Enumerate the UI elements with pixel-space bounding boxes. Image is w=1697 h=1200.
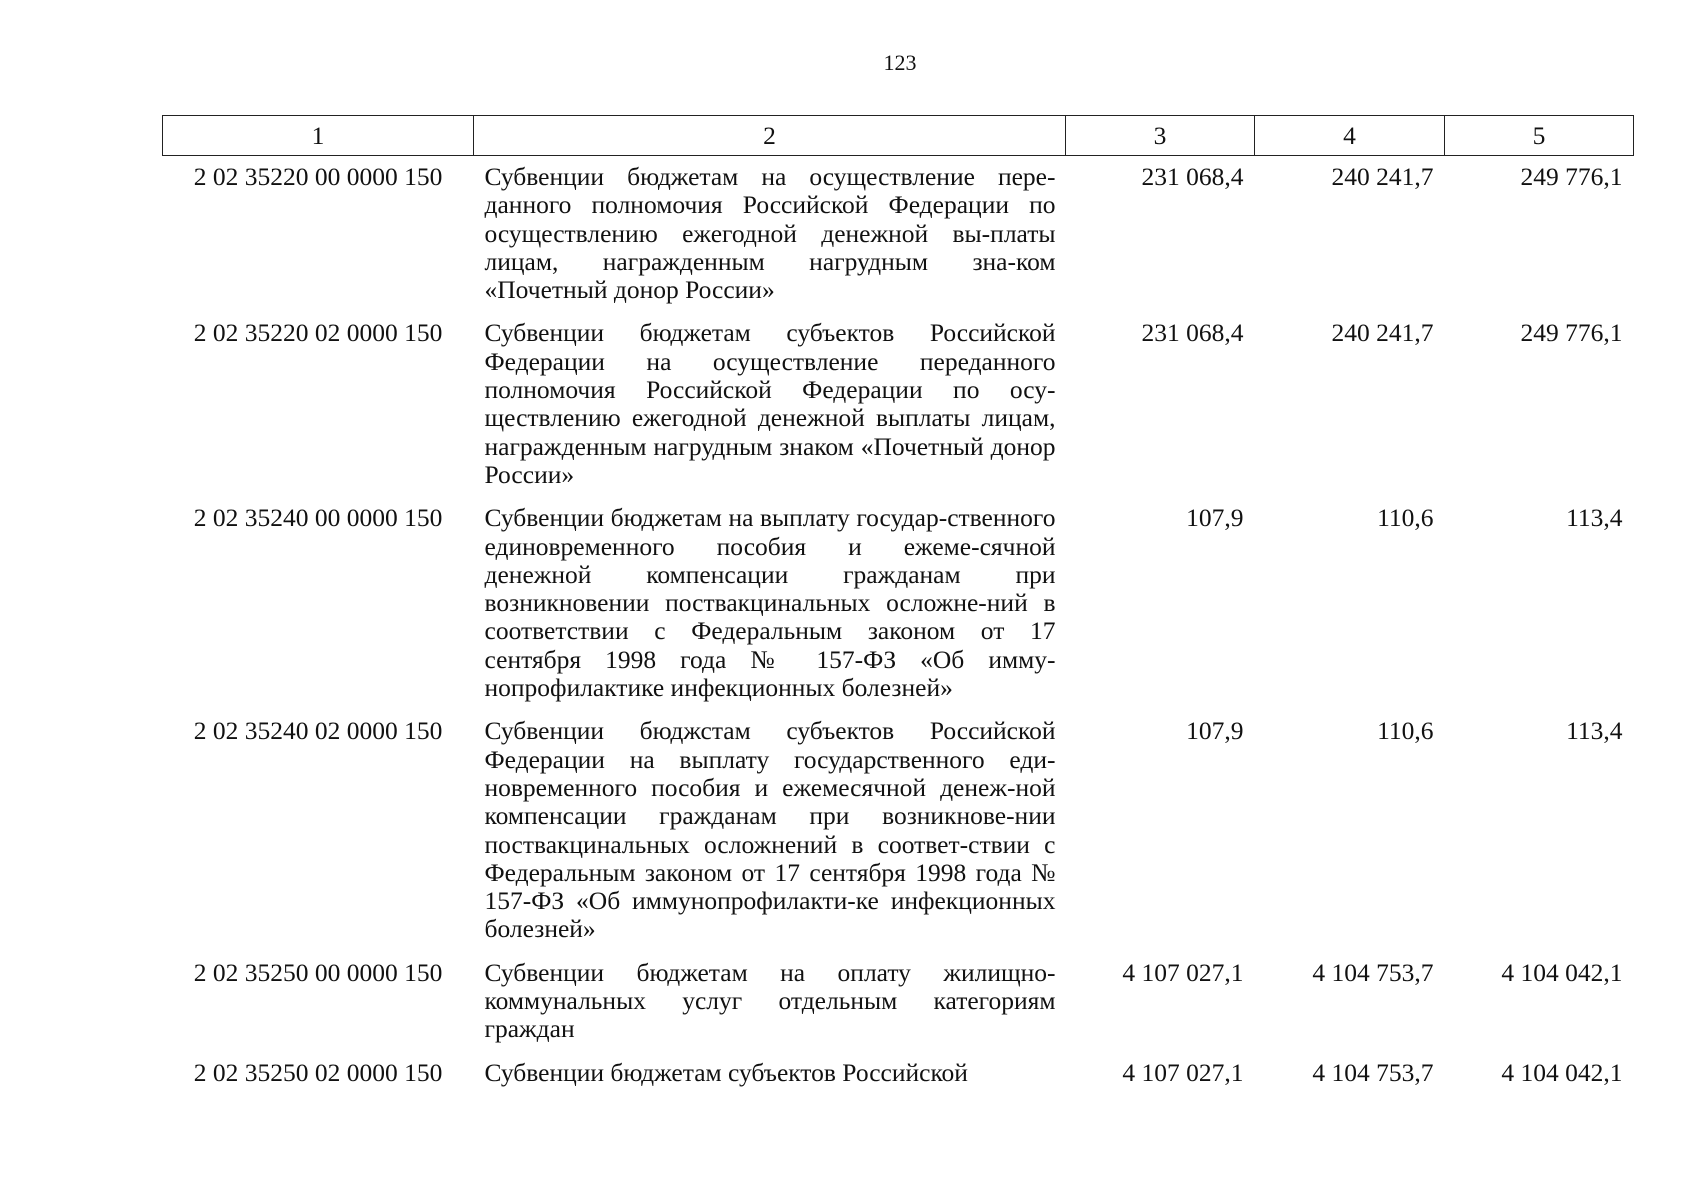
header-col-1: 1 [163,116,474,156]
page-number: 123 [883,50,917,75]
value-col-4: 240 241,7 [1331,162,1434,191]
value-col-5: 113,4 [1566,716,1623,746]
value-col-3: 4 107 027,1 [1122,957,1244,987]
header-col-3: 3 [1066,116,1255,156]
budget-code: 2 02 35250 00 0000 150 [193,957,443,987]
table-row [163,952,1634,1052]
budget-code: 2 02 35220 02 0000 150 [193,318,443,348]
value-col-4: 240 241,7 [1331,318,1434,348]
description: Субвенции бюджетам на осуществление пере-данного полномочия Российской Федерации по осуществлению ежегодной денежной вы-платы лицам, награжденным нагрудным зна-ком «Почетный донор России» [484,162,1056,305]
value-col-5: 249 776,1 [1520,318,1623,348]
description: Субвенции бюджетам субъектов Российской [484,1057,968,1087]
header-col-4: 4 [1255,116,1445,156]
header-row [163,116,1634,156]
table-row [163,710,1634,951]
value-col-3: 4 107 027,1 [1122,1057,1244,1087]
description: Субвенции бюджетам на оплату жилищно-коммунальных услуг отдельным категориям граждан [484,957,1056,1044]
value-col-5: 4 104 042,1 [1501,957,1623,987]
budget-code: 2 02 35220 00 0000 150 [193,162,443,191]
value-col-3: 231 068,4 [1141,318,1244,348]
value-col-3: 107,9 [1186,503,1244,533]
budget-code: 2 02 35250 02 0000 150 [193,1057,443,1087]
value-col-5: 4 104 042,1 [1501,1057,1623,1087]
description: Субвенции бюджстам субъектов Российской Федерации на выплату государственного еди-новременного пособия и ежемесячной денеж-ной компенсации гражданам при возникнове-нии поствакцинальных осложнений в соответ-ствии с Федеральным законом от 17 сентября 1998 года № 157-ФЗ «Об иммунопрофилакти-ке инфекционных болезней» [484,716,1056,944]
table-body [163,156,1634,1095]
description: Субвенции бюджетам на выплату государ-ственного единовременного пособия и ежеме-сячной денежной компенсации гражданам при возникновении поствакцинальных осложне-ний в соответствии с Федеральным законом от 17 сентября 1998 года № 157-ФЗ «Об имму-нопрофилактике инфекционных болезней» [484,503,1056,703]
description: Субвенции бюджетам субъектов Российской Федерации на осуществление переданного полномочия Российской Федерации по осу-ществлению ежегодной денежной выплаты лицам, награжденным нагрудным знаком «Почетный донор России» [484,318,1056,489]
budget-table [162,115,1634,1095]
value-col-5: 113,4 [1566,503,1623,533]
header-col-5: 5 [1445,116,1634,156]
value-col-3: 231 068,4 [1141,162,1244,191]
table-row [163,312,1634,497]
value-col-4: 110,6 [1377,716,1434,746]
table-row [163,1052,1634,1095]
table-row [163,156,1634,313]
value-col-4: 4 104 753,7 [1312,957,1434,987]
budget-code: 2 02 35240 02 0000 150 [193,716,443,746]
table-row [163,497,1634,710]
value-col-4: 4 104 753,7 [1312,1057,1434,1087]
table-header [163,116,1634,156]
budget-code: 2 02 35240 00 0000 150 [193,503,443,533]
header-col-2: 2 [474,116,1066,156]
value-col-5: 249 776,1 [1520,162,1623,191]
value-col-4: 110,6 [1377,503,1434,533]
value-col-3: 107,9 [1186,716,1244,746]
